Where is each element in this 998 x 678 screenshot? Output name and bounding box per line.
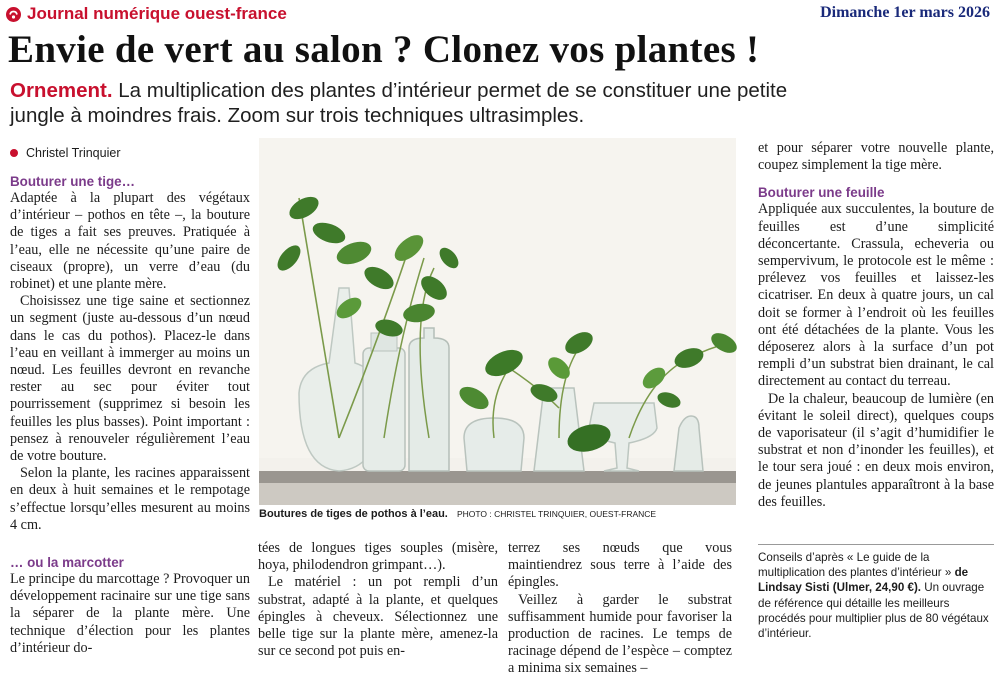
- brand-name: Journal numérique ouest-france: [27, 4, 287, 23]
- issue-date: Dimanche 1er mars 2026: [820, 4, 990, 21]
- box-divider: [758, 544, 994, 545]
- lead-text: La multiplication des plantes d’intérieur permet de se constituer une petite jungle à moindres frais. Zoom sur trois techniques ultrasimples.: [10, 79, 788, 127]
- column-1: [10, 173, 250, 534]
- book-box: [758, 550, 994, 641]
- subhead-stem-cutting: Bouturer une tige…: [10, 174, 135, 189]
- article-photo: [259, 138, 736, 505]
- paragraph: De la chaleur, beaucoup de lumière (en évitant le soleil direct), quelques coups de vaporisateur (il s’agit d’humidifier le substrat et non d’inonder les feuilles), et le tour sera joué : en deux mois environ, de jeunes plantules apparaîtront à la base des feuilles.: [758, 390, 994, 510]
- lead-kicker: Ornement.: [10, 79, 113, 102]
- paragraph: Choisissez une tige saine et sectionnez un segment (juste au-dessous d’un nœud dans le cas du pothos). Placez-le dans l’eau en veillant à immerger au moins un nœud. Les feuilles devront en revanche rester au sec pour éviter tout pourrissement (supprimez si besoin les feuilles les plus basses). Point important : pensez à renouveler régulièrement l’eau de votre bouture.: [10, 293, 250, 465]
- ouest-france-logo-icon: [6, 7, 21, 22]
- book-title: Le guide de la multiplication des plantes d’intérieur »: [758, 551, 952, 580]
- paragraph: Adaptée à la plupart des végétaux d’intérieur – pothos en tête –, la bouture de tiges a fait ses preuves. Pratiquée à l’eau, elle ne nécessite qu’une paire de ciseaux (propre), un verre d’eau (du robinet) et une plante mère.: [10, 190, 250, 293]
- paragraph: Le matériel : un pot rempli d’un substrat, adapté à la plante, et quelques épingles à cheveux. Sélectionnez une belle tige sur la plante mère, amenez-la sur ce second pot puis en-: [258, 574, 498, 660]
- book-intro: Conseils d’après «: [758, 551, 854, 564]
- subhead-layering: … ou la marcotter: [10, 555, 124, 570]
- paragraph: et pour séparer votre nouvelle plante, coupez simplement la tige mère.: [758, 140, 994, 174]
- paragraph: Appliquée aux succulentes, la bouture de feuilles est d’une simplicité déconcertante. Crassula, echeveria ou sempervivum, le protocole est le même : prélevez vos feuilles et laissez-les cicatriser. En deux à quatre jours, un cal doit se former à l’endroit où les feuilles ont été détachées de la plante. Vous les déposerez alors à la surface d’un pot rempli d’un substrat bien drainant, le cal directement au contact du terreau.: [758, 201, 994, 390]
- article-lead: [10, 78, 810, 128]
- book-author: de Lindsay Sisti (Ulmer, 24,90 €).: [758, 566, 969, 595]
- photo-caption: Boutures de tiges de pothos à l’eau.: [259, 508, 448, 520]
- byline: [10, 146, 120, 160]
- author-name: Christel Trinquier: [26, 146, 121, 160]
- paragraph: tées de longues tiges souples (misère, hoya, philodendron grimpant…).: [258, 540, 498, 574]
- book-description: Un ouvrage de référence qui détaille les meilleurs procédés pour multiplier plus de 80 végétaux d’intérieur.: [758, 581, 989, 641]
- column-3: [508, 540, 732, 678]
- column-2: [258, 540, 498, 660]
- photo-credit: PHOTO : CHRISTEL TRINQUIER, OUEST-FRANCE: [456, 509, 657, 519]
- paragraph: terrez ses nœuds que vous maintiendrez sous terre à l’aide des épingles.: [508, 540, 732, 591]
- column-4: [758, 140, 994, 511]
- masthead: [6, 3, 287, 25]
- paragraph: Le principe du marcottage ? Provoquer un développement racinaire sur une tige sans la séparer de la plante mère. Une technique d’élection pour les plantes d’intérieur do-: [10, 571, 250, 656]
- column-1-bottom: [10, 554, 250, 657]
- bullet-dot-icon: [10, 149, 18, 157]
- paragraph: Veillez à garder le substrat suffisamment humide pour favoriser la production de racines. Le temps de racinage dépend de l’espèce – comptez a minima six semaines –: [508, 591, 732, 677]
- photo-caption-line: [259, 507, 739, 521]
- paragraph: Selon la plante, les racines apparaissent en deux à huit semaines et le rempotage s’effectue lorsqu’elles mesurent au moins 4 cm.: [10, 465, 250, 533]
- article-title: Envie de vert au salon ? Clonez vos plantes !: [8, 28, 760, 71]
- subhead-leaf-cutting: Bouturer une feuille: [758, 185, 885, 201]
